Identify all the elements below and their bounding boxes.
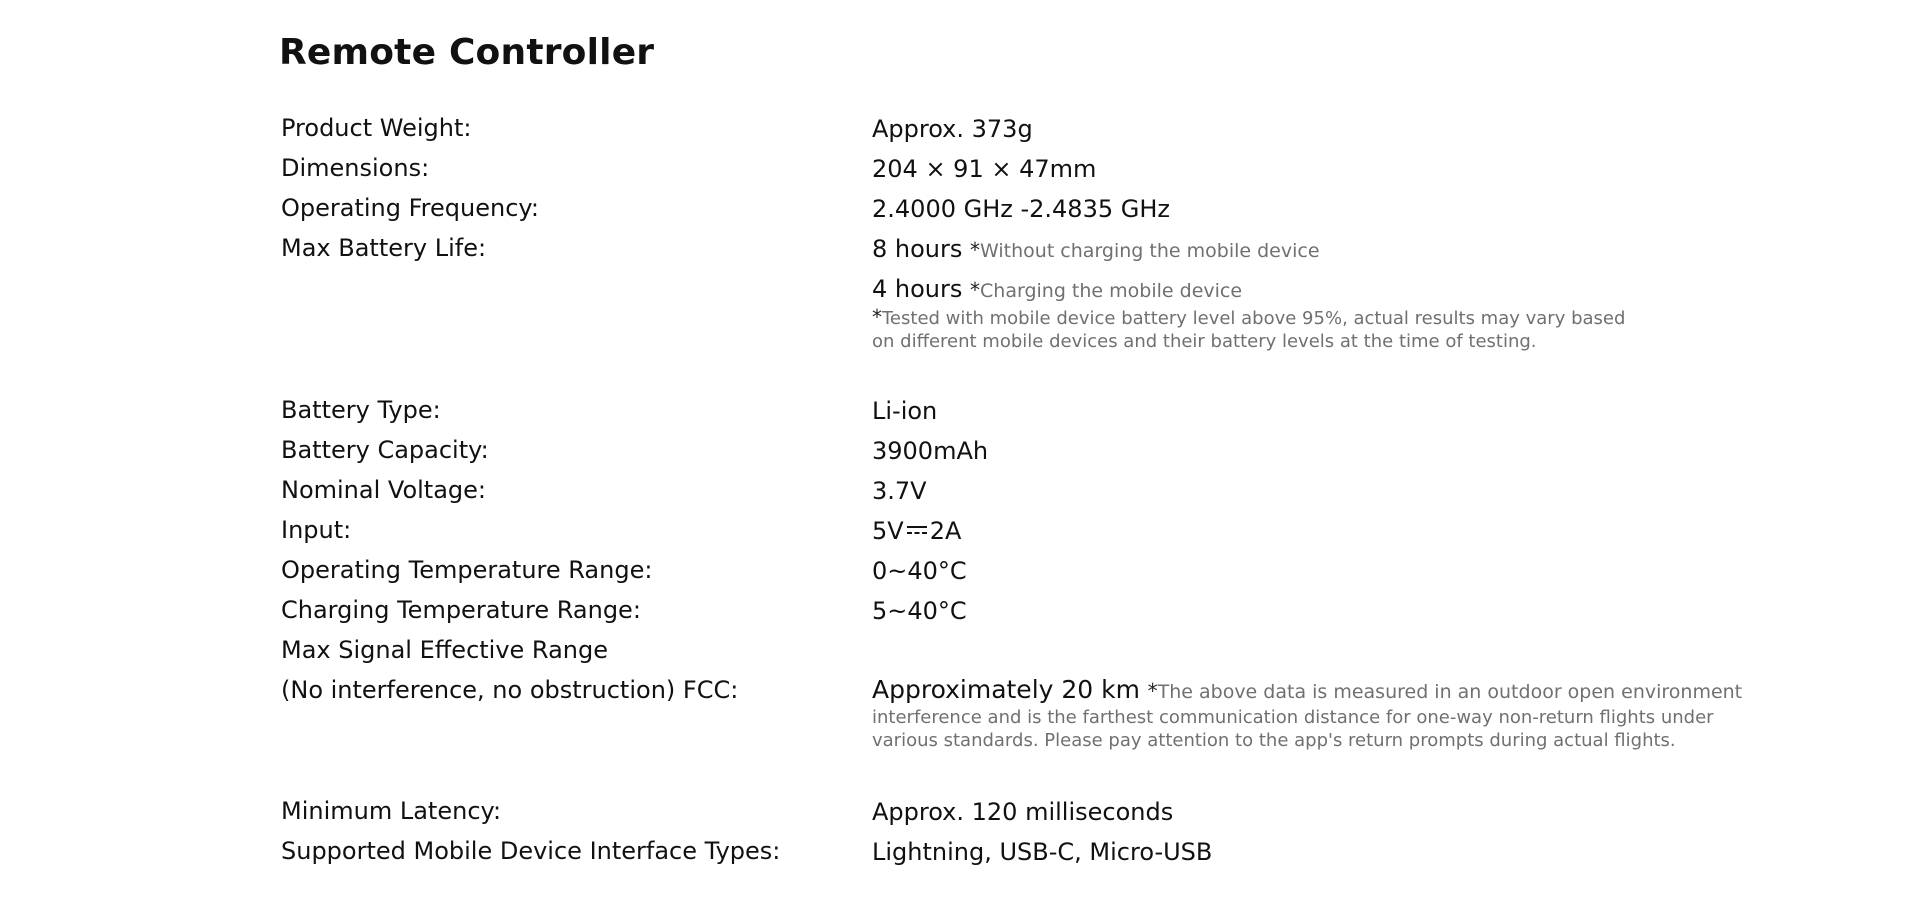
spec-label-weight: Product Weight: <box>281 114 472 142</box>
battery-life-note-1: Without charging the mobile device <box>980 240 1320 262</box>
spec-value-weight: Approx. 373g <box>872 115 1033 143</box>
spec-value-charging-temp: 5~40°C <box>872 597 967 625</box>
signal-range-value: Approximately 20 km <box>872 675 1140 704</box>
input-amps: 2A <box>929 517 962 545</box>
spec-value-signal-range <box>872 675 1742 707</box>
spec-label-battery-life: Max Battery Life: <box>281 234 487 262</box>
spec-label-input: Input: <box>281 516 352 544</box>
page-title: Remote Controller <box>279 32 655 73</box>
signal-range-footnote <box>872 706 1714 752</box>
battery-life-note-2-star: * <box>970 278 981 302</box>
battery-life-note-1-star: * <box>970 238 981 262</box>
battery-life-footnote-star: * <box>872 305 882 329</box>
spec-label-voltage: Nominal Voltage: <box>281 476 487 504</box>
signal-range-note-line-3: various standards. Please pay attention to the app's return prompts during actual flights. <box>872 730 1676 751</box>
spec-label-battery-capacity: Battery Capacity: <box>281 436 489 464</box>
battery-life-footnote-line-1: Tested with mobile device battery level above 95%, actual results may vary based <box>882 308 1626 329</box>
spec-value-battery-life-2 <box>872 274 1242 306</box>
spec-label-signal-range-line-1: Max Signal Effective Range <box>281 636 608 664</box>
dc-current-icon <box>906 524 928 536</box>
battery-life-value-1: 8 hours <box>872 235 963 263</box>
battery-life-footnote-line-2: on different mobile devices and their battery levels at the time of testing. <box>872 331 1537 352</box>
spec-label-charging-temp: Charging Temperature Range: <box>281 596 641 624</box>
spec-label-latency: Minimum Latency: <box>281 797 502 825</box>
spec-label-signal-range-line-2: (No interference, no obstruction) FCC: <box>281 676 739 704</box>
spec-value-operating-temp: 0~40°C <box>872 557 967 585</box>
spec-value-frequency: 2.4000 GHz -2.4835 GHz <box>872 195 1170 223</box>
battery-life-value-2: 4 hours <box>872 275 963 303</box>
spec-value-input <box>872 516 961 546</box>
spec-value-dimensions: 204 × 91 × 47mm <box>872 155 1097 183</box>
spec-value-battery-type: Li-ion <box>872 397 938 425</box>
signal-range-note-star: * <box>1147 679 1158 703</box>
spec-value-interfaces: Lightning, USB-C, Micro-USB <box>872 838 1213 866</box>
spec-value-latency: Approx. 120 milliseconds <box>872 798 1174 826</box>
spec-value-voltage: 3.7V <box>872 477 927 505</box>
input-volts: 5V <box>872 517 904 545</box>
battery-life-note-2: Charging the mobile device <box>980 280 1243 302</box>
signal-range-note-line-1: The above data is measured in an outdoor open environment <box>1157 681 1743 703</box>
spec-label-dimensions: Dimensions: <box>281 154 430 182</box>
battery-life-footnote <box>872 306 1625 353</box>
spec-label-interfaces: Supported Mobile Device Interface Types: <box>281 837 781 865</box>
spec-label-operating-temp: Operating Temperature Range: <box>281 556 653 584</box>
signal-range-note-line-2: interference and is the farthest communication distance for one-way non-return flights under <box>872 707 1714 728</box>
spec-value-battery-life-1 <box>872 234 1320 266</box>
spec-label-frequency: Operating Frequency: <box>281 194 539 222</box>
spec-label-battery-type: Battery Type: <box>281 396 441 424</box>
spec-value-battery-capacity: 3900mAh <box>872 437 989 465</box>
